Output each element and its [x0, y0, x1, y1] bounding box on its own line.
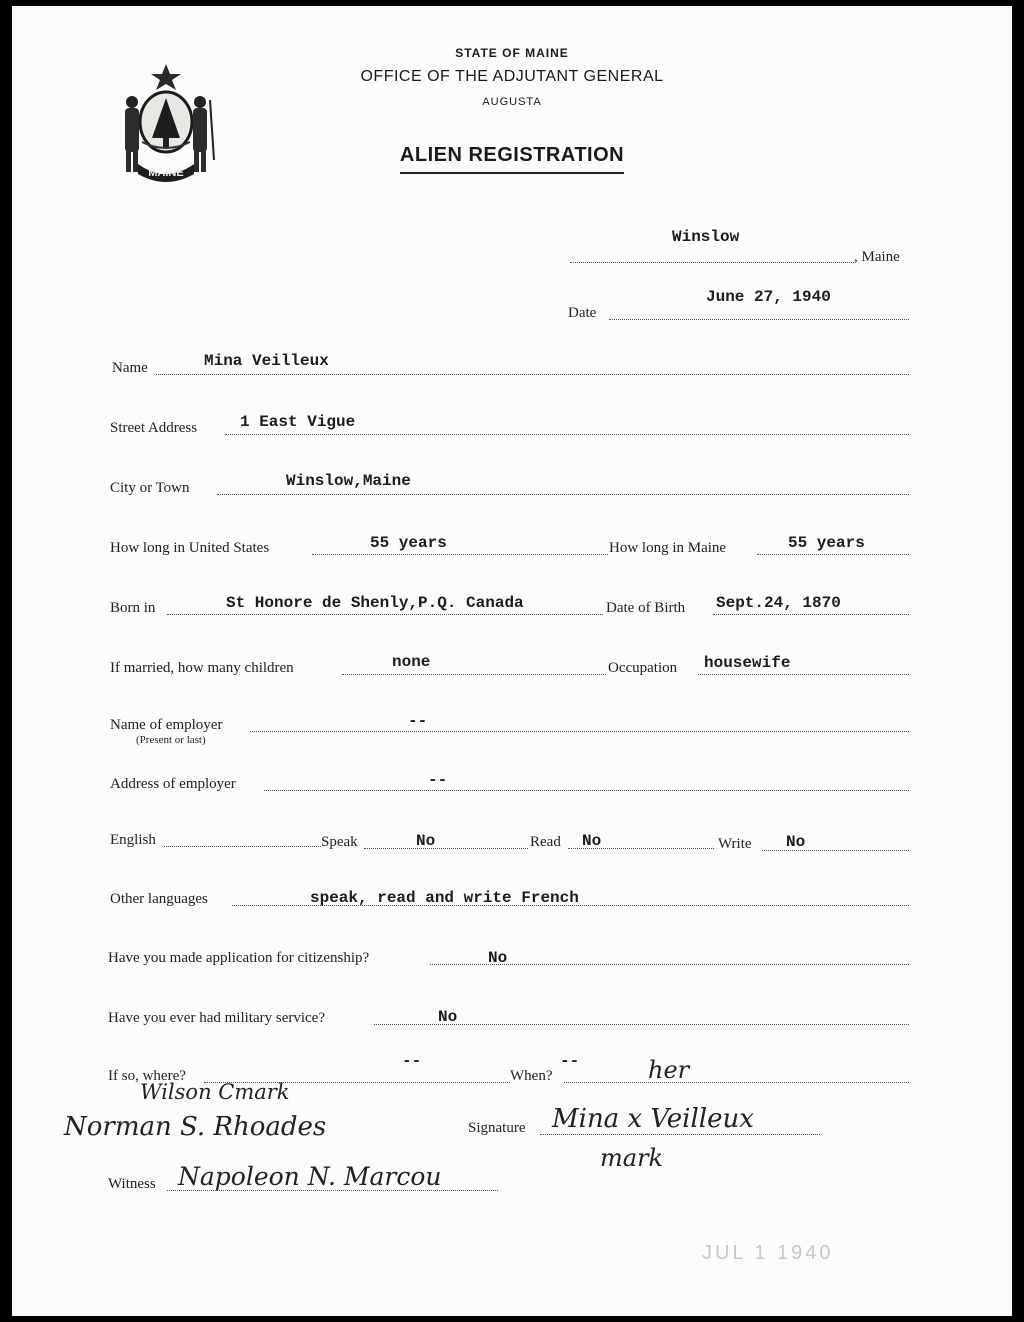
received-stamp: JUL 1 1940	[702, 1242, 834, 1264]
page-title-text: ALIEN REGISTRATION	[400, 144, 624, 174]
witness-label: Witness	[108, 1176, 156, 1192]
years-maine-value: 55 years	[788, 534, 865, 552]
english-dots	[164, 846, 321, 847]
born-in-dots	[167, 614, 603, 615]
town-dots	[570, 262, 854, 263]
street-address-dots	[225, 434, 909, 435]
street-address-label: Street Address	[110, 420, 198, 436]
signature-dots	[540, 1134, 820, 1135]
city-town-label: City or Town	[110, 480, 190, 496]
citizenship-value: No	[488, 949, 508, 967]
date-of-birth-label: Date of Birth	[606, 600, 686, 616]
where-label: If so, where?	[108, 1068, 186, 1084]
witness-signature-1: Wilson Cmark	[140, 1080, 290, 1104]
seal-banner-text: MAINE	[148, 167, 184, 179]
date-of-birth-dots	[713, 614, 909, 615]
occupation-value: housewife	[704, 654, 791, 672]
children-value: none	[392, 653, 431, 671]
when-value: --	[560, 1052, 580, 1070]
children-label: If married, how many children	[110, 660, 294, 676]
signature-annotation-her: her	[648, 1056, 690, 1084]
english-label: English	[110, 832, 156, 848]
other-languages-value: speak, read and write French	[310, 889, 579, 907]
employer-name-note: (Present or last)	[136, 734, 206, 746]
name-label: Name	[112, 360, 148, 376]
witness-signature-3: Napoleon N. Marcou	[178, 1162, 442, 1191]
employer-name-label: Name of employer	[110, 717, 223, 733]
office-heading: OFFICE OF THE ADJUTANT GENERAL	[360, 68, 664, 85]
state-heading: STATE OF MAINE	[455, 46, 569, 60]
years-us-label: How long in United States	[110, 540, 270, 556]
state-suffix: , Maine	[854, 249, 900, 265]
military-label: Have you ever had military service?	[108, 1010, 325, 1026]
date-dots	[609, 319, 909, 320]
read-label: Read	[530, 834, 561, 850]
other-languages-label: Other languages	[110, 891, 208, 907]
citizenship-label: Have you made application for citizenship?	[108, 950, 370, 966]
employer-address-value: --	[428, 771, 448, 789]
born-in-label: Born in	[110, 600, 156, 616]
military-value: No	[438, 1008, 458, 1026]
employer-name-value: --	[408, 712, 428, 730]
speak-value: No	[416, 832, 436, 850]
witness-signature-2: Norman S. Rhoades	[64, 1112, 327, 1142]
years-us-dots	[312, 554, 608, 555]
city-town-value: Winslow,Maine	[286, 472, 411, 490]
signature-label: Signature	[468, 1120, 526, 1136]
alien-registration-form	[12, 6, 1012, 1316]
employer-address-dots	[264, 790, 909, 791]
when-dots	[564, 1082, 909, 1083]
when-label: When?	[510, 1068, 553, 1084]
page-title	[262, 144, 762, 167]
years-maine-label: How long in Maine	[609, 540, 727, 556]
write-value: No	[786, 833, 806, 851]
city-town-dots	[217, 494, 909, 495]
write-label: Write	[718, 836, 752, 852]
write-dots	[762, 850, 909, 851]
signature-annotation-mark: mark	[600, 1144, 664, 1172]
speak-dots	[364, 848, 528, 849]
born-in-value: St Honore de Shenly,P.Q. Canada	[226, 594, 524, 612]
read-value: No	[582, 832, 602, 850]
date-of-birth-value: Sept.24, 1870	[716, 594, 841, 612]
children-dots	[342, 674, 606, 675]
street-address-value: 1 East Vigue	[240, 413, 356, 431]
name-value: Mina Veilleux	[204, 352, 329, 370]
city-heading: AUGUSTA	[482, 96, 542, 108]
state-of-maine-seal	[110, 60, 222, 186]
date-label: Date	[568, 305, 597, 321]
years-us-value: 55 years	[370, 534, 447, 552]
years-maine-dots	[757, 554, 909, 555]
name-dots	[156, 374, 909, 375]
speak-label: Speak	[321, 834, 358, 850]
date-value: June 27, 1940	[706, 288, 831, 306]
applicant-signature: Mina x Veilleux	[552, 1104, 754, 1134]
town-value: Winslow	[672, 228, 740, 246]
where-value: --	[402, 1052, 422, 1070]
occupation-label: Occupation	[608, 660, 678, 676]
occupation-dots	[698, 674, 909, 675]
employer-name-dots	[250, 731, 909, 732]
employer-address-label: Address of employer	[110, 776, 236, 792]
